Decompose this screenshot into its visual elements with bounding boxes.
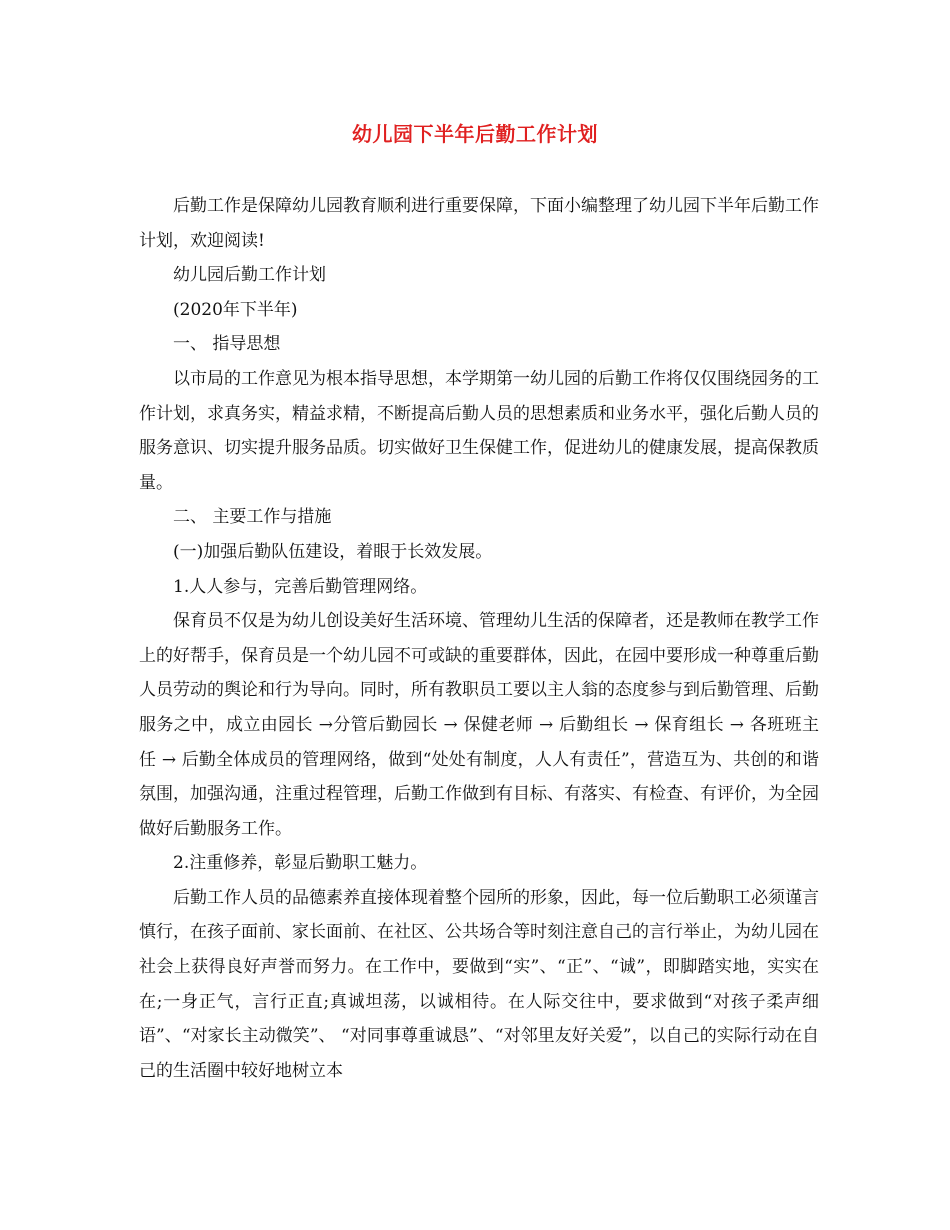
participation-paragraph: 保育员不仅是为幼儿创设美好生活环境、管理幼儿生活的保障者，还是教师在教学工作上的好帮手，保育员是一个幼儿园不可或缺的重要群体，因此，在园中要形成一种尊重后勤人员劳动的舆论和行为导向。同时，所有教职员工要以主人翁的态度参与到后勤管理、后勤服务之中，成立由园长 →分管后勤园长 → 保健老师 → 后勤组长 → 保育组长 → 各班班主任 → 后勤全体成员的管理网络，做到“处处有制度，人人有责任”，营造互为、共创的和谐氛围，加强沟通，注重过程管理，后勤工作做到有目标、有落实、有检查、有评价，为全园做好后勤服务工作。: [139, 611, 819, 839]
intro-paragraph: 后勤工作是保障幼儿园教育顺利进行重要保障，下面小编整理了幼儿园下半年后勤工作计划，欢迎阅读!: [139, 196, 819, 251]
plan-heading: 幼儿园后勤工作计划: [173, 265, 326, 286]
section-heading-main-work: 二、 主要工作与措施: [173, 507, 332, 528]
plan-period: (2020年下半年): [173, 299, 298, 320]
cultivation-paragraph: 后勤工作人员的品德素养直接体现着整个园所的形象，因此，每一位后勤职工必须谨言慎行，在孩子面前、家长面前、在社区、公共场合等时刻注意自己的言行举止，为幼儿园在社会上获得良好声誉而努力。在工作中，要做到“实”、“正”、“诚”，即脚踏实地，实实在在;一身正气，言行正直;真诚坦荡，以诚相待。在人际交往中，要求做到“对孩子柔声细语”、“对家长主动微笑”、 “对同事尊重诚恳”、“对邻里友好关爱”，以自己的实际行动在自己的生活圈中较好地树立本: [139, 887, 819, 1081]
subsection-heading-team-building: (一)加强后勤队伍建设，着眼于长效发展。: [173, 541, 493, 562]
item-heading-participation: 1.人人参与，完善后勤管理网络。: [173, 576, 428, 597]
document-body: [139, 189, 819, 1088]
document-title: 幼儿园下半年后勤工作计划: [352, 122, 598, 146]
item-heading-cultivation: 2.注重修养，彰显后勤职工魅力。: [173, 853, 428, 874]
section-heading-guiding-thought: 一、 指导思想: [173, 334, 281, 355]
guiding-thought-paragraph: 以市局的工作意见为根本指导思想，本学期第一幼儿园的后勤工作将仅仅围绕园务的工作计划，求真务实，精益求精，不断提高后勤人员的思想素质和业务水平，强化后勤人员的服务意识、切实提升服务品质。切实做好卫生保健工作，促进幼儿的健康发展，提高保教质量。: [139, 368, 819, 493]
